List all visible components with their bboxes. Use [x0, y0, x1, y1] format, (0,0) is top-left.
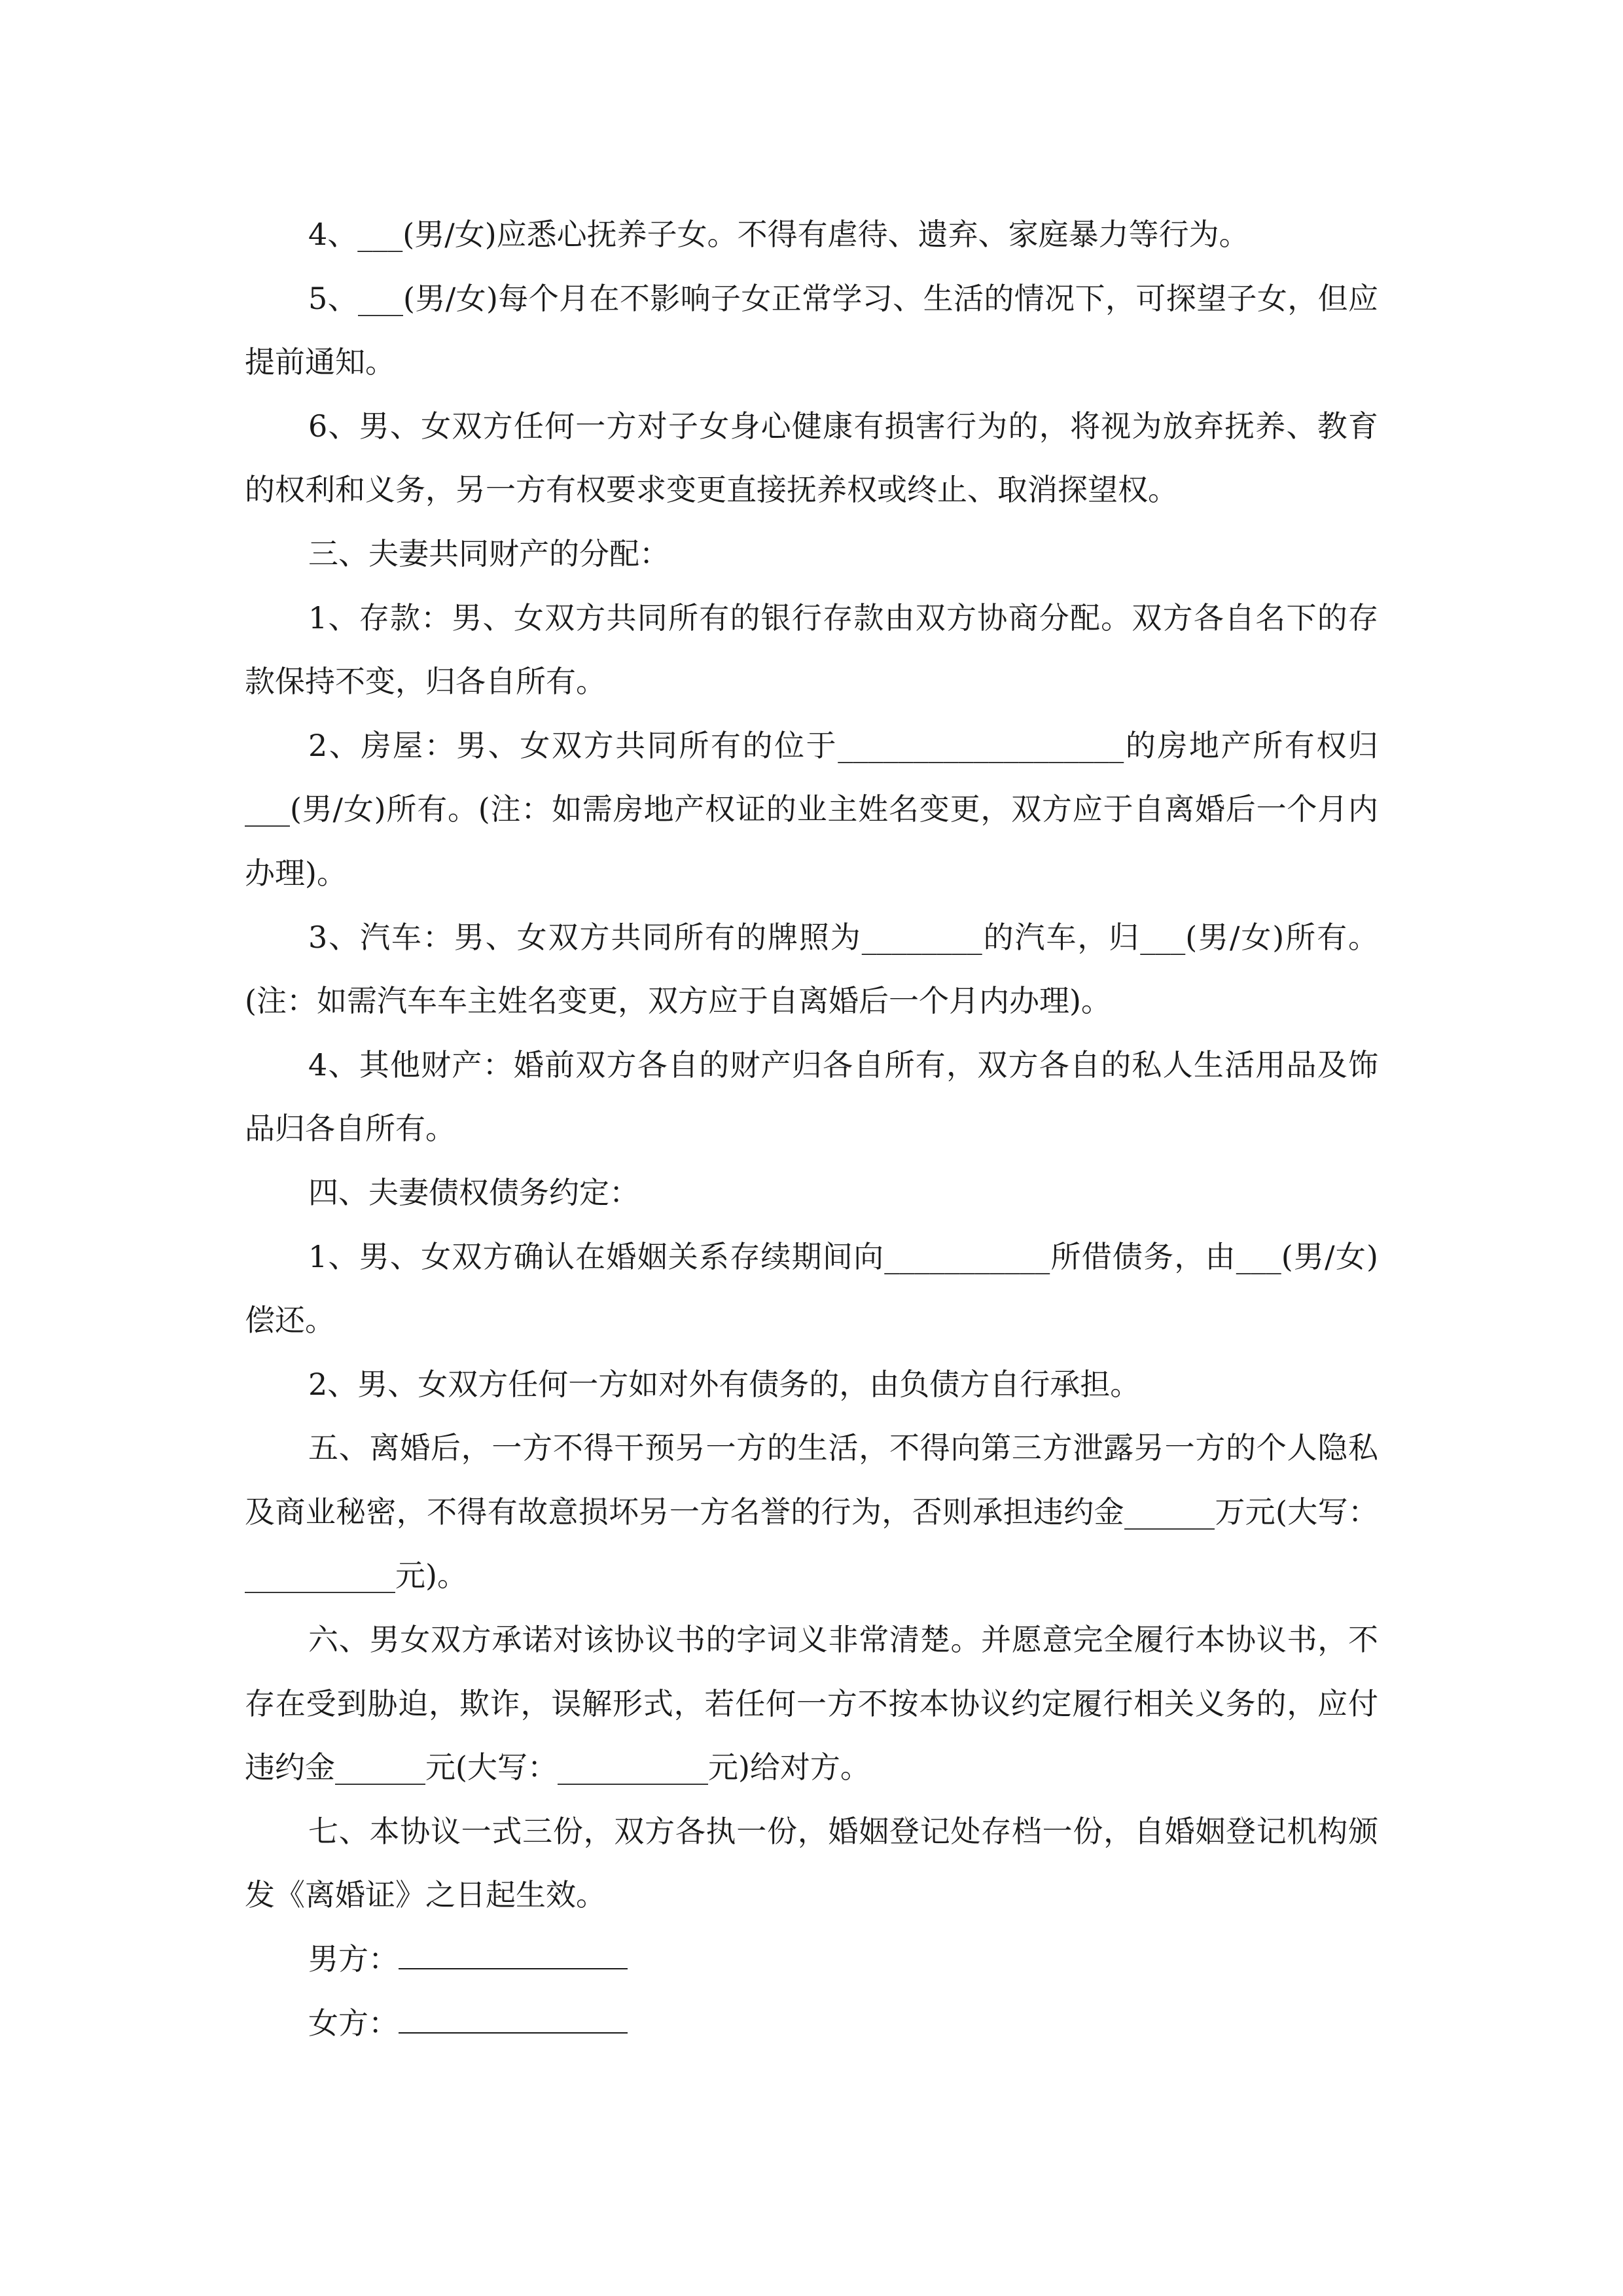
signature-female: [245, 1992, 1378, 2056]
section-heading-debts: 四、夫妻债权债务约定：: [308, 1174, 639, 1210]
paragraph-clause-4-custody-care: 4、___(男/女)应悉心抚养子女。不得有虐待、遗弃、家庭暴力等行为。: [308, 217, 1249, 252]
paragraph-copies-effective: 七、本协议一式三份，双方各执一份，婚姻登记处存档一份，自婚姻登记机构颁发《离婚证》之日起生效。: [245, 1813, 1378, 1913]
paragraph-joint-debt: 1、男、女双方确认在婚姻关系存续期间向___________所借债务，由___(男/女)偿还。: [245, 1238, 1378, 1338]
paragraph-savings: 1、存款：男、女双方共同所有的银行存款由双方协商分配。双方各自名下的存款保持不变，归各自所有。: [245, 600, 1378, 700]
paragraph-individual-debt: 2、男、女双方任何一方如对外有债务的，由负债方自行承担。: [308, 1366, 1141, 1402]
paragraph-car: 3、汽车：男、女双方共同所有的牌照为________的汽车，归___(男/女)所有。(注：如需汽车车主姓名变更，双方应于自离婚后一个月内办理)。: [245, 919, 1378, 1019]
signature-female-label: 女方：: [308, 2005, 399, 2041]
paragraph-commitment: 六、男女双方承诺对该协议书的字词义非常清楚。并愿意完全履行本协议书，不存在受到胁迫，欺诈，误解形式，若任何一方不按本协议约定履行相关义务的，应付违约金______元(大写：__________元)给对方。: [245, 1622, 1378, 1785]
document-body: [245, 203, 1378, 2055]
signature-male: [245, 1928, 1378, 1992]
paragraph-clause-6-harm: 6、男、女双方任何一方对子女身心健康有损害行为的，将视为放弃抚养、教育的权利和义务，另一方有权要求变更直接抚养权或终止、取消探望权。: [245, 408, 1378, 508]
signature-male-line[interactable]: [399, 1942, 628, 1969]
paragraph-non-interference: 五、离婚后，一方不得干预另一方的生活，不得向第三方泄露另一方的个人隐私及商业秘密，不得有故意损坏另一方名誉的行为，否则承担违约金______万元(大写：__________元)。: [245, 1430, 1378, 1594]
signature-male-label: 男方：: [308, 1941, 399, 1977]
paragraph-clause-5-visitation: 5、___(男/女)每个月在不影响子女正常学习、生活的情况下，可探望子女，但应提前通知。: [245, 280, 1378, 380]
section-heading-property: 三、夫妻共同财产的分配：: [308, 535, 669, 571]
paragraph-other-property: 4、其他财产：婚前双方各自的财产归各自所有，双方各自的私人生活用品及饰品归各自所有。: [245, 1047, 1378, 1147]
paragraph-house: 2、房屋：男、女双方共同所有的位于___________________的房地产所有权归___(男/女)所有。(注：如需房地产权证的业主姓名变更，双方应于自离婚后一个月内办理)。: [245, 727, 1378, 891]
signature-female-line[interactable]: [399, 2006, 628, 2034]
